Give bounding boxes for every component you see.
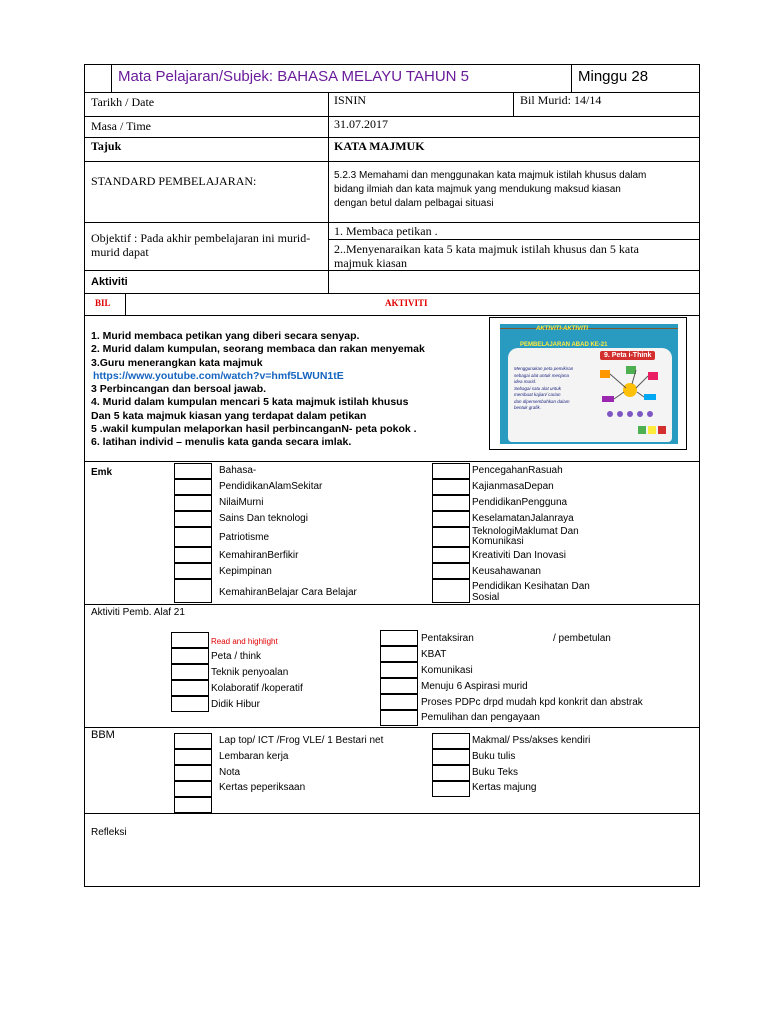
clothesline xyxy=(500,328,678,329)
activity-item: 3 Perbincangan dan bersoal jawab. xyxy=(91,383,267,396)
standard-line: bidang ilmiah dan kata majmuk yang mendukung maksud kiasan xyxy=(334,184,621,195)
emk-checkbox[interactable] xyxy=(432,479,470,495)
emk-item: KemahiranBerfikir xyxy=(219,550,299,561)
objective-2-line: majmuk kiasan xyxy=(334,256,407,270)
pak21-checkbox[interactable] xyxy=(171,696,209,712)
emk-checkbox[interactable] xyxy=(432,579,470,603)
col-aktiviti: AKTIVITI xyxy=(385,298,428,308)
row-line xyxy=(84,270,700,271)
pak21-label: Aktiviti Pemb. Alaf 21 xyxy=(91,607,185,618)
activity-item: 3.Guru menerangkan kata majmuk xyxy=(91,356,263,369)
emk-checkbox[interactable] xyxy=(174,479,212,495)
standard-line: 5.2.3 Memahami dan menggunakan kata majmuk istilah khusus dalam xyxy=(334,170,647,181)
pak21-item: Menuju 6 Aspirasi murid xyxy=(421,681,528,692)
poster-square xyxy=(658,426,666,434)
pak21-item: Proses PDPc drpd mudah kpd konkrit dan abstrak xyxy=(421,697,643,708)
pak21-checkbox[interactable] xyxy=(171,664,209,680)
date-label: Tarikh / Date xyxy=(91,95,155,109)
bbm-item: Kertas peperiksaan xyxy=(219,782,306,793)
emk-item xyxy=(472,527,579,547)
week-label: Minggu 28 xyxy=(578,68,649,85)
time-value: 31.07.2017 xyxy=(334,117,388,131)
bbm-checkbox[interactable] xyxy=(174,781,212,797)
emk-item: Patriotisme xyxy=(219,532,270,543)
emk-item: KeselamatanJalanraya xyxy=(472,513,574,524)
frame-right xyxy=(699,64,700,887)
emk-checkbox[interactable] xyxy=(174,463,212,479)
poster-square xyxy=(648,426,656,434)
frame-top xyxy=(84,64,700,65)
subject-value: BAHASA MELAYU TAHUN 5 xyxy=(277,68,469,85)
objective-2-line: 2..Menyenaraikan kata 5 kata majmuk istilah khusus dan 5 kata xyxy=(334,242,639,256)
subject-title xyxy=(118,68,469,85)
reflection-label: Refleksi xyxy=(91,827,127,838)
row-line xyxy=(84,161,700,162)
header-divider-left xyxy=(111,64,112,92)
emk-checkbox[interactable] xyxy=(432,547,470,563)
pak21-item: / pembetulan xyxy=(553,633,611,644)
bbm-checkbox[interactable] xyxy=(174,797,212,813)
activity-item: 1. Murid membaca petikan yang diberi secara senyap. xyxy=(91,330,360,342)
emk-item: Keusahawanan xyxy=(472,566,541,577)
activity-item: 5 .wakil kumpulan melaporkan hasil perbincanganN- peta pokok . xyxy=(91,423,417,436)
bbm-checkbox[interactable] xyxy=(432,765,470,781)
bbm-item: Buku Teks xyxy=(472,767,518,778)
bbm-checkbox[interactable] xyxy=(174,765,212,781)
emk-item: Bahasa- xyxy=(219,465,257,476)
poster-text-line: Menggunakan peta pemikiran xyxy=(514,366,574,371)
bbm-checkbox[interactable] xyxy=(432,781,470,797)
standard-text xyxy=(334,169,646,211)
pak21-item: Teknik penyoalan xyxy=(211,667,289,678)
emk-checkbox[interactable] xyxy=(432,563,470,579)
pak21-checkbox[interactable] xyxy=(380,662,418,678)
pak21-item: Read and highlight xyxy=(211,637,278,646)
emk-checkbox[interactable] xyxy=(174,511,212,527)
emk-checkbox[interactable] xyxy=(174,495,212,511)
pak21-checkbox[interactable] xyxy=(380,710,418,726)
students-count xyxy=(520,93,601,108)
time-label: Masa / Time xyxy=(91,119,152,133)
activity-item: 2. Murid dalam kumpulan, seorang membaca dan rakan menyemak xyxy=(91,343,425,356)
row-line xyxy=(84,813,700,814)
emk-item: NilaiMurni xyxy=(219,497,264,508)
poster-badge: 9. Peta i-Think xyxy=(600,351,655,360)
pak21-checkbox[interactable] xyxy=(380,630,418,646)
bbm-checkbox[interactable] xyxy=(174,749,212,765)
bbm-label: BBM xyxy=(91,729,115,741)
poster-image xyxy=(500,324,678,444)
poster-frame xyxy=(489,317,687,450)
row-line xyxy=(84,92,700,93)
bbm-item: Buku tulis xyxy=(472,751,516,762)
objective-label-line: Objektif : Pada akhir pembelajaran ini murid- xyxy=(91,231,311,245)
objective-2 xyxy=(334,242,639,270)
emk-item: KemahiranBelajar Cara Belajar xyxy=(219,587,357,598)
emk-checkbox[interactable] xyxy=(174,547,212,563)
reflection-area[interactable] xyxy=(86,845,698,885)
subject-label: Mata Pelajaran/Subjek: xyxy=(118,68,274,85)
pak21-item: Pemulihan dan pengayaan xyxy=(421,712,540,723)
poster-text-line: sebagai alat untuk menjana xyxy=(514,372,570,378)
emk-item xyxy=(472,581,590,603)
activity-item: Dan 5 kata majmuk kiasan yang terdapat dalam petikan xyxy=(91,409,367,422)
activity-item: 4. Murid dalam kumpulan mencari 5 kata majmuk istilah khusus xyxy=(91,396,409,409)
activity-section-label: Aktiviti xyxy=(91,276,128,288)
youtube-link[interactable]: https://www.youtube.com/watch?v=hmf5LWUN1tE xyxy=(93,369,344,382)
activity-item: 6. latihan individ – menulis kata ganda secara imlak. xyxy=(91,436,352,449)
standard-label: STANDARD PEMBELAJARAN: xyxy=(91,174,257,188)
standard-line: dengan betul dalam pelbagai situasi xyxy=(334,198,494,209)
bbm-checkbox[interactable] xyxy=(432,749,470,765)
pak21-item: Pentaksiran xyxy=(421,633,474,644)
row-line xyxy=(84,137,700,138)
emk-item: Kepimpinan xyxy=(219,566,272,577)
poster-text xyxy=(514,366,573,412)
emk-item: Sains Dan teknologi xyxy=(219,513,308,524)
activity-list xyxy=(91,330,425,450)
pak21-checkbox[interactable] xyxy=(380,694,418,710)
pak21-checkbox[interactable] xyxy=(171,632,209,648)
poster-text-line: dan dipersembahkan dalam xyxy=(514,398,570,404)
poster-square xyxy=(638,426,646,434)
bbm-item: Nota xyxy=(219,767,241,778)
date-day: ISNIN xyxy=(334,93,366,107)
pak21-item: KBAT xyxy=(421,649,447,660)
objective-label xyxy=(91,231,310,259)
pak21-item: Komunikasi xyxy=(421,665,473,676)
frame-bottom xyxy=(84,886,700,887)
row-line xyxy=(84,727,700,728)
bbm-item: Lap top/ ICT /Frog VLE/ 1 Bestari net xyxy=(219,735,384,746)
pak21-item: Didik Hibur xyxy=(211,699,260,710)
pak21-checkbox[interactable] xyxy=(171,648,209,664)
pak21-checkbox[interactable] xyxy=(380,646,418,662)
poster-text-line: Sebagai satu alat untuk xyxy=(514,385,562,391)
poster-text-line: bentuk grafik. xyxy=(514,405,542,410)
emk-checkbox[interactable] xyxy=(432,527,470,547)
poster-title: AKTIVITI-AKTIVITI xyxy=(536,326,588,332)
emk-checkbox[interactable] xyxy=(432,463,470,479)
thinking-map-icon xyxy=(596,364,666,424)
emk-item: PendidikanAlamSekitar xyxy=(219,481,323,492)
row-line xyxy=(328,239,700,240)
emk-checkbox[interactable] xyxy=(174,563,212,579)
emk-item-line: TeknologiMaklumat Dan xyxy=(472,526,579,537)
bbm-checkbox[interactable] xyxy=(174,733,212,749)
bbm-checkbox[interactable] xyxy=(432,733,470,749)
row-line xyxy=(84,116,700,117)
emk-item: PencegahanRasuah xyxy=(472,465,563,476)
bbm-item: Kertas majung xyxy=(472,782,537,793)
emk-checkbox[interactable] xyxy=(174,527,212,547)
pak21-checkbox[interactable] xyxy=(171,680,209,696)
emk-checkbox[interactable] xyxy=(432,495,470,511)
emk-item: Kreativiti Dan Inovasi xyxy=(472,550,566,561)
emk-item-line: Pendidikan Kesihatan Dan xyxy=(472,581,590,592)
bbm-item: Makmal/ Pss/akses kendiri xyxy=(472,735,591,746)
col-bil: BIL xyxy=(95,298,111,308)
emk-item-line: Sosial xyxy=(472,592,500,603)
emk-checkbox[interactable] xyxy=(432,511,470,527)
objective-label-line: murid dapat xyxy=(91,245,149,259)
pak21-item: Peta / think xyxy=(211,651,262,662)
frame-left xyxy=(84,64,85,887)
info-col-divider xyxy=(328,92,329,293)
emk-label: Emk xyxy=(91,467,113,478)
row-line xyxy=(84,315,700,316)
students-label: Bil Murid: xyxy=(520,93,572,107)
row-line xyxy=(84,293,700,294)
poster-text-line: idea murid. xyxy=(514,379,537,384)
row-line xyxy=(84,604,700,605)
row-line xyxy=(84,222,700,223)
pak21-checkbox[interactable] xyxy=(380,678,418,694)
bbm-item: Lembaran kerja xyxy=(219,751,289,762)
emk-item-line: Komunikasi xyxy=(472,536,524,547)
row-line xyxy=(84,461,700,462)
poster-subtitle: PEMBELAJARAN ABAD KE-21 xyxy=(520,342,608,348)
topic-label: Tajuk xyxy=(91,139,122,153)
poster-text-line: membuat kajian/ carian xyxy=(514,392,561,397)
header-divider-right xyxy=(571,64,572,92)
students-value: 14/14 xyxy=(574,93,602,107)
emk-checkbox[interactable] xyxy=(174,579,212,603)
students-divider xyxy=(513,92,514,116)
pak21-item: Kolaboratif /koperatif xyxy=(211,683,303,694)
bil-col-divider xyxy=(125,293,126,315)
topic-value: KATA MAJMUK xyxy=(334,139,425,153)
emk-item: PendidikanPengguna xyxy=(472,497,568,508)
objective-1: 1. Membaca petikan . xyxy=(334,224,438,238)
emk-item: KajianmasaDepan xyxy=(472,481,554,492)
